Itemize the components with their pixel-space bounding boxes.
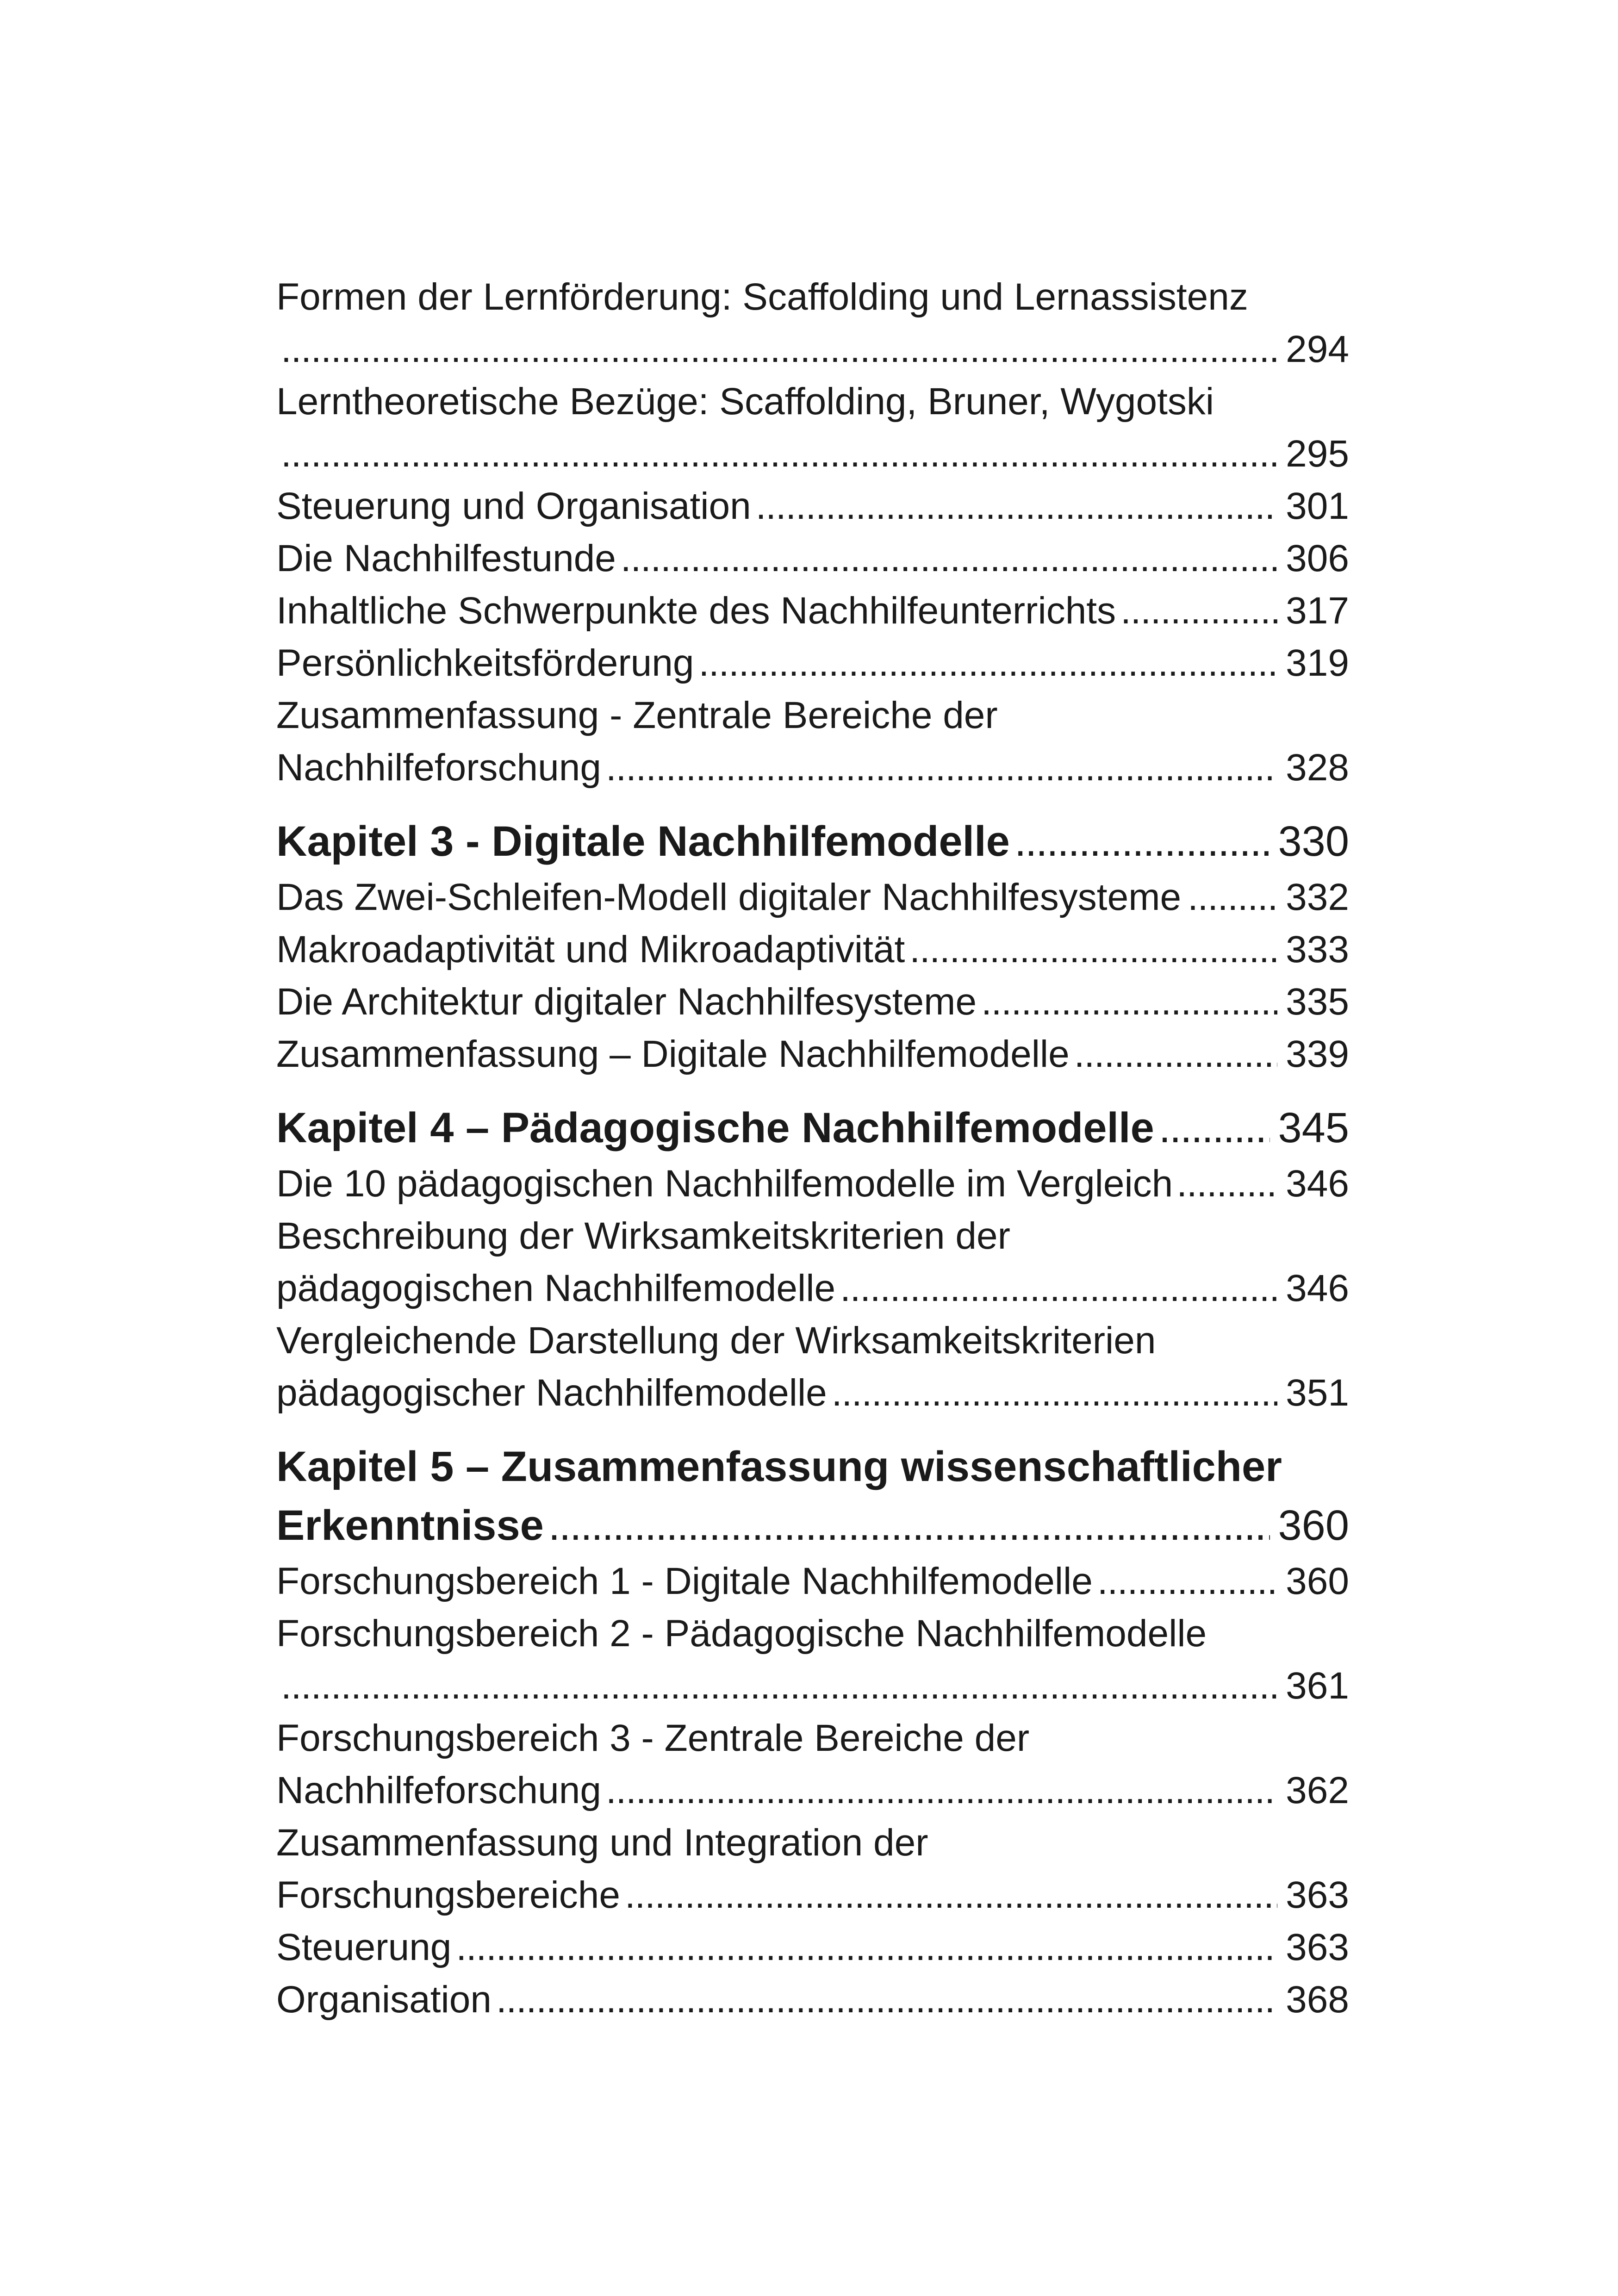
toc-page-number: 346 [1286,1267,1349,1309]
dot-leader [909,923,1277,976]
toc-entry-title-line-1: Zusammenfassung und Integration der [276,1822,928,1864]
dot-leader [981,976,1277,1028]
toc-entry-title: Inhaltliche Schwerpunkte des Nachhilfeunterrichts [276,590,1116,632]
toc-entry[interactable] [276,1210,1349,1314]
toc-chapter-title-line-2: Erkenntnisse [276,1502,544,1549]
toc-entry-title-line-1: Forschungsbereich 2 - Pädagogische Nachhilfemodelle [276,1612,1207,1655]
dot-leader [756,480,1277,532]
toc-entry-title: Steuerung [276,1926,452,1968]
toc-chapter-entry[interactable] [276,812,1349,871]
dot-leader [1159,1099,1270,1157]
dot-leader [1120,585,1277,637]
toc-entry[interactable] [276,1028,1349,1080]
toc-page-number: 360 [1278,1502,1349,1549]
toc-entry[interactable] [276,532,1349,585]
toc-page-number: 295 [1286,433,1349,475]
dot-leader [606,1764,1277,1817]
dot-leader [840,1262,1277,1314]
toc-entry[interactable] [276,375,1349,480]
toc-entry[interactable] [276,1921,1349,1973]
toc-entry-title: Das Zwei-Schleifen-Modell digitaler Nachhilfesysteme [276,876,1182,918]
dot-leader [496,1973,1277,2026]
dot-leader [281,323,1277,375]
toc-entry-title: Persönlichkeitsförderung [276,642,694,684]
toc-page-number: 301 [1286,485,1349,527]
dot-leader [281,428,1277,480]
toc-page-number: 330 [1278,818,1349,865]
toc-page-number: 361 [1286,1665,1349,1707]
toc-entry-title: Forschungsbereich 1 - Digitale Nachhilfemodelle [276,1560,1093,1602]
dot-leader [456,1921,1277,1973]
toc-entry[interactable] [276,480,1349,532]
toc-entry-title-line-1: Beschreibung der Wirksamkeitskriterien der [276,1215,1010,1257]
toc-entry[interactable] [276,1314,1349,1419]
toc-entry[interactable] [276,1712,1349,1817]
toc-entry-title: Zusammenfassung – Digitale Nachhilfemodelle [276,1033,1070,1075]
toc-page-number: 317 [1286,590,1349,632]
toc-entry-title: Die 10 pädagogischen Nachhilfemodelle im Vergleich [276,1163,1173,1205]
toc-page-number: 328 [1286,747,1349,789]
toc-page-number: 335 [1286,981,1349,1023]
toc-page-number: 319 [1286,642,1349,684]
toc-entry[interactable] [276,637,1349,689]
toc-entry-title-line-1: Formen der Lernförderung: Scaffolding und Lernassistenz [276,276,1248,318]
toc-entry-title-line-1: Zusammenfassung - Zentrale Bereiche der [276,694,998,736]
toc-entry[interactable] [276,871,1349,923]
toc-page-number: 363 [1286,1874,1349,1916]
toc-entry-title: Organisation [276,1979,492,2021]
toc-page-number: 294 [1286,328,1349,370]
toc-chapter-title: Kapitel 4 – Pädagogische Nachhilfemodelle [276,1104,1154,1151]
toc-page-number: 363 [1286,1926,1349,1968]
toc-chapter-title-line-1: Kapitel 5 – Zusammenfassung wissenschaftlicher [276,1443,1282,1490]
toc-entry[interactable] [276,1555,1349,1607]
toc-page-number: 339 [1286,1033,1349,1075]
dot-leader [1014,812,1270,871]
toc-page-number: 346 [1286,1163,1349,1205]
toc-page-number: 362 [1286,1769,1349,1811]
toc-entry[interactable] [276,271,1349,375]
toc-entry[interactable] [276,1157,1349,1210]
toc-entry[interactable] [276,585,1349,637]
table-of-contents [276,271,1349,2026]
dot-leader [281,1660,1277,1712]
toc-entry[interactable] [276,1607,1349,1712]
toc-entry-title-line-2: Nachhilfeforschung [276,747,601,789]
toc-entry[interactable] [276,923,1349,976]
dot-leader [606,741,1277,794]
toc-chapter-entry[interactable] [276,1099,1349,1157]
dot-leader [1176,1157,1279,1210]
toc-entry[interactable] [276,689,1349,794]
toc-page-number: 351 [1286,1372,1349,1414]
toc-entry-title-line-1: Forschungsbereich 3 - Zentrale Bereiche der [276,1717,1030,1759]
toc-entry-title-line-2: Nachhilfeforschung [276,1769,601,1811]
toc-chapter-entry[interactable] [276,1437,1349,1555]
toc-entry-title: Die Architektur digitaler Nachhilfesysteme [276,981,977,1023]
toc-page-number: 333 [1286,928,1349,971]
toc-entry[interactable] [276,1973,1349,2026]
dot-leader [832,1367,1277,1419]
toc-entry-title-line-2: Forschungsbereiche [276,1874,620,1916]
toc-page-number: 306 [1286,537,1349,579]
toc-chapter-title: Kapitel 3 - Digitale Nachhilfemodelle [276,818,1010,865]
toc-page-number: 368 [1286,1979,1349,2021]
dot-leader [1188,871,1279,923]
toc-entry-title-line-1: Vergleichende Darstellung der Wirksamkeitskriterien [276,1319,1156,1362]
toc-entry-title: Steuerung und Organisation [276,485,751,527]
toc-entry-title-line-2: pädagogischer Nachhilfemodelle [276,1372,827,1414]
toc-page-number: 345 [1278,1104,1349,1151]
toc-page-number: 360 [1286,1560,1349,1602]
toc-entry-title-line-2: pädagogischen Nachhilfemodelle [276,1267,836,1309]
dot-leader [621,532,1277,585]
dot-leader [548,1496,1270,1555]
dot-leader [698,637,1277,689]
toc-entry[interactable] [276,1817,1349,1921]
toc-page-number: 332 [1286,876,1349,918]
dot-leader [625,1869,1277,1921]
toc-entry-title: Makroadaptivität und Mikroadaptivität [276,928,905,971]
dot-leader [1097,1555,1277,1607]
toc-entry[interactable] [276,976,1349,1028]
dot-leader [1074,1028,1277,1080]
toc-entry-title: Die Nachhilfestunde [276,537,616,579]
toc-entry-title-line-1: Lerntheoretische Bezüge: Scaffolding, Bruner, Wygotski [276,380,1214,423]
